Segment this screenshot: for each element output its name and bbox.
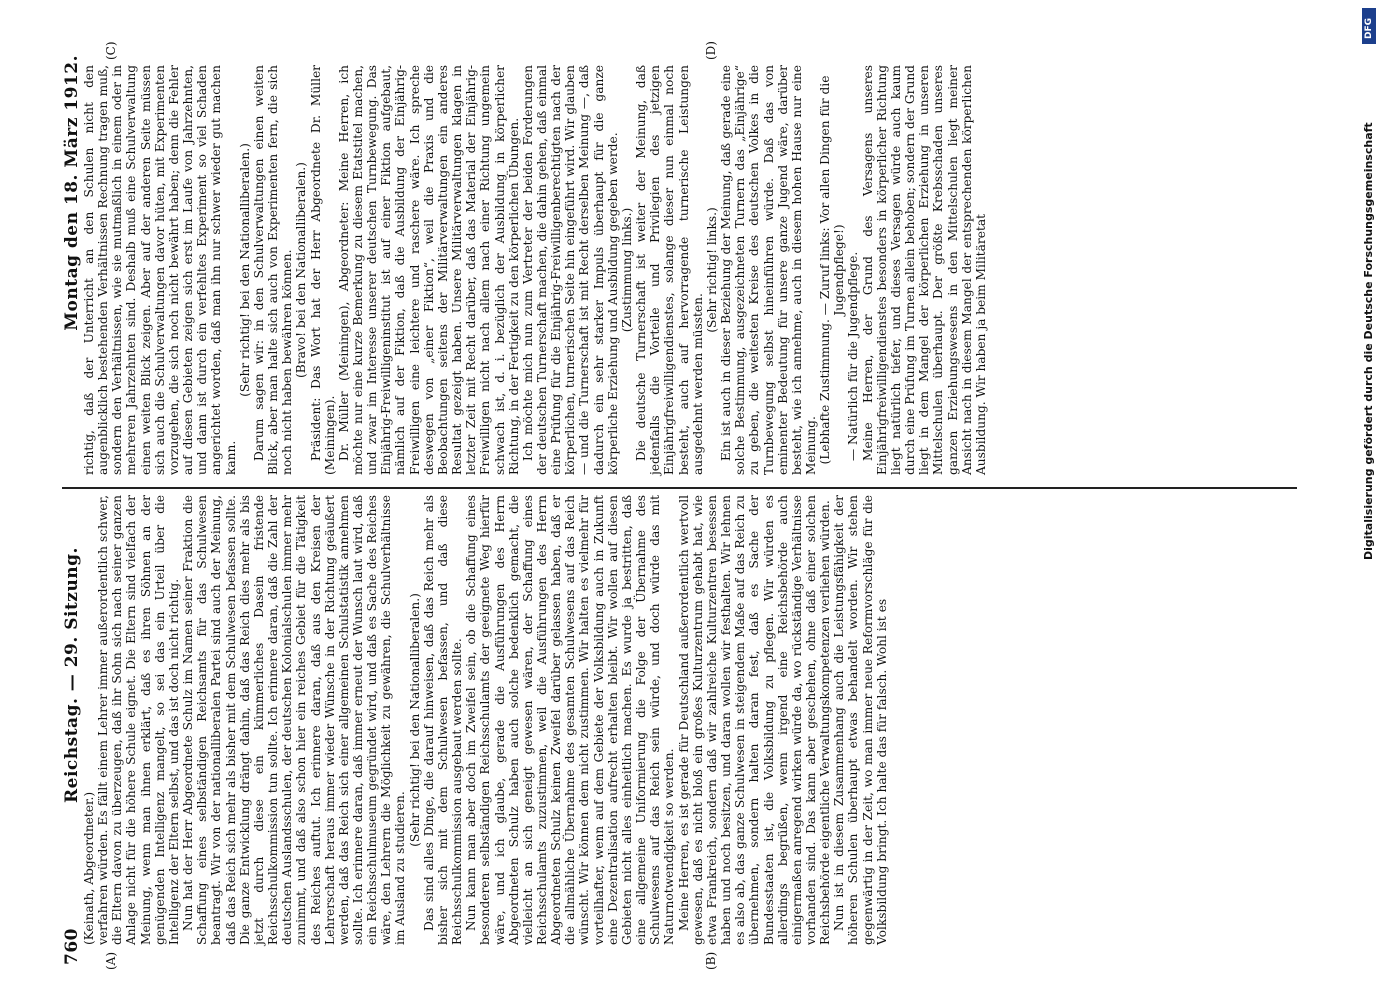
- text-column-left: [82, 495, 889, 945]
- president-statement: Präsident: Das Wort hat der Herr Abgeordnete Dr. Müller (Meiningen).: [308, 65, 337, 475]
- session-title: Reichstag. — 29. Sitzung.: [62, 547, 82, 803]
- paragraph: Die deutsche Turnerschaft ist weiter der Meinung, daß jedenfalls die Vorteile und Privilegien des jetzigen Einjährigfreiwilligendienstes, solange dieser nun einmal noch besteht, auch auf hervorragende turnerische Leistungen ausgedehnt werden müssten.: [634, 65, 705, 475]
- margin-label-b: (B): [704, 951, 718, 970]
- paragraph: richtig, daß der Unterricht an den Schulen nicht den augenblicklich bestehenden Verhältnissen Rechnung tragen muß, sondern den Verhältnissen, wie sie mutmaßlich in einem oder in mehreren Jahrzehnten sind. Deshalb muß eine Schulverwaltung einen weiten Blick zeigen. Aber auf der anderen Seite müssen sich auch die Schulverwaltungen davor hüten, mit Experimenten vorzugehen, die sich noch nicht bewährt haben; denn die Fehler auf diesen Gebieten zeigen sich erst im Laufe von Jahrzehnten, und dann ist durch ein verfehltes Experiment so viel Schaden angerichtet worden, daß man ihn nur schwer wieder gut machen kann.: [82, 65, 238, 475]
- paragraph: Ich möchte mich nun zum Vertreter der beiden Forderungen der deutschen Turnerschaft machen, die dahin gehen, daß einmal eine Prüfung für die Einjährig-Freiwilligenberechtigten nach der körperlichen, turnerischen Seite hin eingeführt wird. Wir glauben — und die Turnerschaft ist mit Recht derselben Meinung —, daß dadurch ein sehr starker Impuls überhaupt für die ganze körperliche Erziehung und Ausbildung gegeben werde.: [520, 65, 620, 475]
- paragraph: Nun kann man aber doch im Zweifel sein, ob die Schaffung eines besonderen selbständigen Reichsschulamts der geeignete Weg hierfür wäre, und ich glaube, gerade die Ausführungen des Herrn Abgeordneten Schulz haben auch solche bedenklich gemacht, die vielleicht an sich geneigt gewesen wären, der Schaffung eines Reichsschulamts zuzustimmen, weil die Ausführungen des Herrn Abgeordneten Schulz keinen Zweifel darüber gelassen haben, daß er die allmähliche Übernahme des gesamten Schulwesens auf das Reich wünscht. Wir können dem nicht zustimmen. Wir halten es vielmehr für vorteilhafter, wenn auf dem Gebiete der Volksbildung auch in Zukunft eine Dezentralisation aufrecht erhalten bleibt. Wir wollen auf diesen Gebieten nicht alles einheitlich machen. Es wurde ja bestritten, daß eine allgemeine Uniformierung die Folge der Übernahme des Schulwesens auf das Reich sein würde, und doch würde das mit Naturnotwendigkeit so werden.: [464, 495, 677, 945]
- paragraph: Dr. Müller (Meiningen), Abgeordneter: Meine Herren, ich möchte nur eine kurze Bemerkung zu diesem Etatstitel machen, und zwar im Interesse unserer deutschen Turnbewegung. Das Einjährig-Freiwilligeninstitut ist auf einer Fiktion aufgebaut, nämlich auf der Fiktion, daß die Ausbildung der Einjährig-Freiwilligen eine leichtere und raschere wäre. Ich spreche deswegen von „einer Fiktion“, weil die Praxis und die Beobachtungen seitens der Militärverwaltungen ein anderes Resultat gezeigt haben. Unsere Militärverwaltungen klagen in letzter Zeit mit Recht darüber, daß das Material der Einjährig-Freiwilligen nicht nach allem nach einer Richtung ungemein schwach ist, d. i. bezüglich der Ausbildung in körperlicher Richtung, in der Fertigkeit zu den körperlichen Übungen.: [336, 65, 521, 475]
- interjection: (Sehr richtig! bei den Nationalliberalen.): [237, 143, 252, 397]
- dfg-logo: [1362, 8, 1376, 44]
- margin-label-c: (C): [104, 41, 118, 60]
- text-column-right: [82, 65, 988, 475]
- paragraph: Meine Herren, der Grund des Versagens unseres Einjährigfreiwilligendienstes besonders in körperlicher Richtung liegt natürlich tiefer, und dieses Versagen würde auch kaum durch eine Prüfung im Turnen allein behoben; sondern der Grund liegt in dem Mangel der körperlichen Erziehung in unseren Mittelschulen überhaupt. Der größte Krebsschaden unseres ganzen Erziehungswesens in den Mittelschulen liegt meiner Ansicht nach in diesem Mangel der entsprechenden körperlichen Ausbildung. Wir haben ja beim Militäretat: [860, 65, 988, 475]
- interjection: (Zustimmung links.): [619, 207, 634, 333]
- interjection: (Lebhafte Zustimmung. — Zuruf links: Vor allen Dingen für die Jugendpflege!): [818, 75, 847, 465]
- column-divider: [62, 487, 1297, 489]
- paragraph: verfahren würden. Es fällt einem Lehrer immer außerordentlich schwer, die Eltern davon zu überzeugen, daß ihr Sohn sich nach seiner ganzen Anlage nicht für die höhere Schule eignet. Die Eltern sind vielfach der Meinung, wenn man ihnen erklärt, daß es ihren Söhnen an der genügenden Intelligenz mangelt, so sei das ein Urteil über die Intelligenz der Eltern selbst, und das ist doch nicht richtig.: [96, 495, 181, 945]
- interjection: (Sehr richtig! bei den Nationalliberalen.): [407, 593, 422, 847]
- paragraph: Das sind alles Dinge, die darauf hinweisen, daß das Reich mehr als bisher sich mit dem Schulwesen befassen, und daß diese Reichsschulkommission ausgebaut werden sollte.: [421, 495, 465, 945]
- margin-label-a: (A): [104, 951, 118, 970]
- paragraph: Meine Herren, es ist gerade für Deutschland außerordentlich wertvoll gewesen, daß es nicht bloß ein großes Kulturzentrum gehabt hat, wie etwa Frankreich, sondern daß wir zahlreiche Kulturzentren besessen haben und noch besitzen, und daran wollen wir festhalten. Wir lehnen es also ab, das ganze Schulwesen in steigendem Maße auf das Reich zu übernehmen, sondern halten daran fest, daß es Sache der Bundesstaaten ist, die Volksbildung zu pflegen. Wir würden es allerdings begrüßen, wenn irgend eine Reichsbehörde auch einigermaßen anregend wirken würde da, wo rückständige Verhältnisse vorhanden sind. Das kann aber geschehen, ohne daß einer solchen Reichsbehörde eigentliche Verwaltungskompetenzen verliehen würden.: [676, 495, 833, 945]
- column-left-running-head: (Keinath, Abgeordneter.): [82, 791, 96, 945]
- interjection: (Bravo! bei den Nationalliberalen.): [294, 162, 309, 378]
- interjection: (Sehr richtig! links.): [704, 207, 719, 333]
- paragraph: Nun hat der Herr Abgeordnete Schulz im Namen seiner Fraktion die Schaffung eines selbständigen Reichsamts für das Schulwesen beantragt. Wir von der nationalliberalen Partei sind auch der Meinung, daß das Reich sich mehr als bisher mit dem Schulwesen befassen sollte. Die ganze Entwicklung drängt dahin, daß das Reich dies mehr als bis jetzt durch diese ein kümmerliches Dasein fristende Reichsschulkommission tun sollte. Ich erinnere daran, daß die Zahl der deutschen Auslandsschulen, der deutschen Kolonialschulen immer mehr zunimmt, und daß also schon hier ein reiches Gebiet für die Tätigkeit des Reiches auftut. Ich erinnere daran, daß aus den Kreisen der Lehrerschaft heraus immer wieder Wünsche in der Richtung geäußert werden, daß das Reich sich einer allgemeinen Schulstatistik annehmen sollte. Ich erinnere daran, daß immer erneut der Wunsch laut wird, daß ein Reichsschulmuseum gegründet wird, und daß es Sache des Reiches wäre, den Lehrern die Möglichkeit zu gewähren, die Schulverhältnisse im Ausland zu studieren.: [181, 495, 408, 945]
- paragraph: Ein ist auch in dieser Beziehung der Meinung, daß gerade eine solche Bestimmung, ausgezeichneten Turnern das „Einjährige“ zu geben, die weitesten Kreise des deutschen Volkes in die Turnbewegung selbst hineinführen würde. Daß das von eminenter Bedeutung für unsere ganze Jugend wäre, darüber besteht, wie ich annehme, auch in diesem hohen Hause nur eine Meinung.: [719, 65, 818, 475]
- margin-label-d: (D): [704, 41, 718, 60]
- funding-note: Digitalisierung gefördert durch die Deutsche Forschungsgemeinschaft: [1362, 122, 1375, 560]
- session-date: Montag den 18. März 1912.: [62, 55, 82, 331]
- paragraph: Darum sagen wir: in den Schulverwaltungen einen weiten Blick, aber man halte sich auch von Experimenten fern, die sich noch nicht haben bewähren können.: [251, 65, 295, 475]
- dfg-logo-text: DFG: [1364, 17, 1374, 39]
- paragraph: Nun ist in diesem Zusammenhang auch die Leistungsfähigkeit der höheren Schulen überhaupt etwas behandelt worden. Wir stehen gegenwärtig in der Zeit, wo man immer neue Reformvorschläge für die Volksbildung bringt. Ich halte das für falsch. Wohl ist es: [832, 495, 889, 945]
- page-number: 760: [62, 928, 82, 965]
- paragraph: — Natürlich für die Jugendpflege.: [846, 251, 861, 461]
- page-header: [62, 45, 82, 965]
